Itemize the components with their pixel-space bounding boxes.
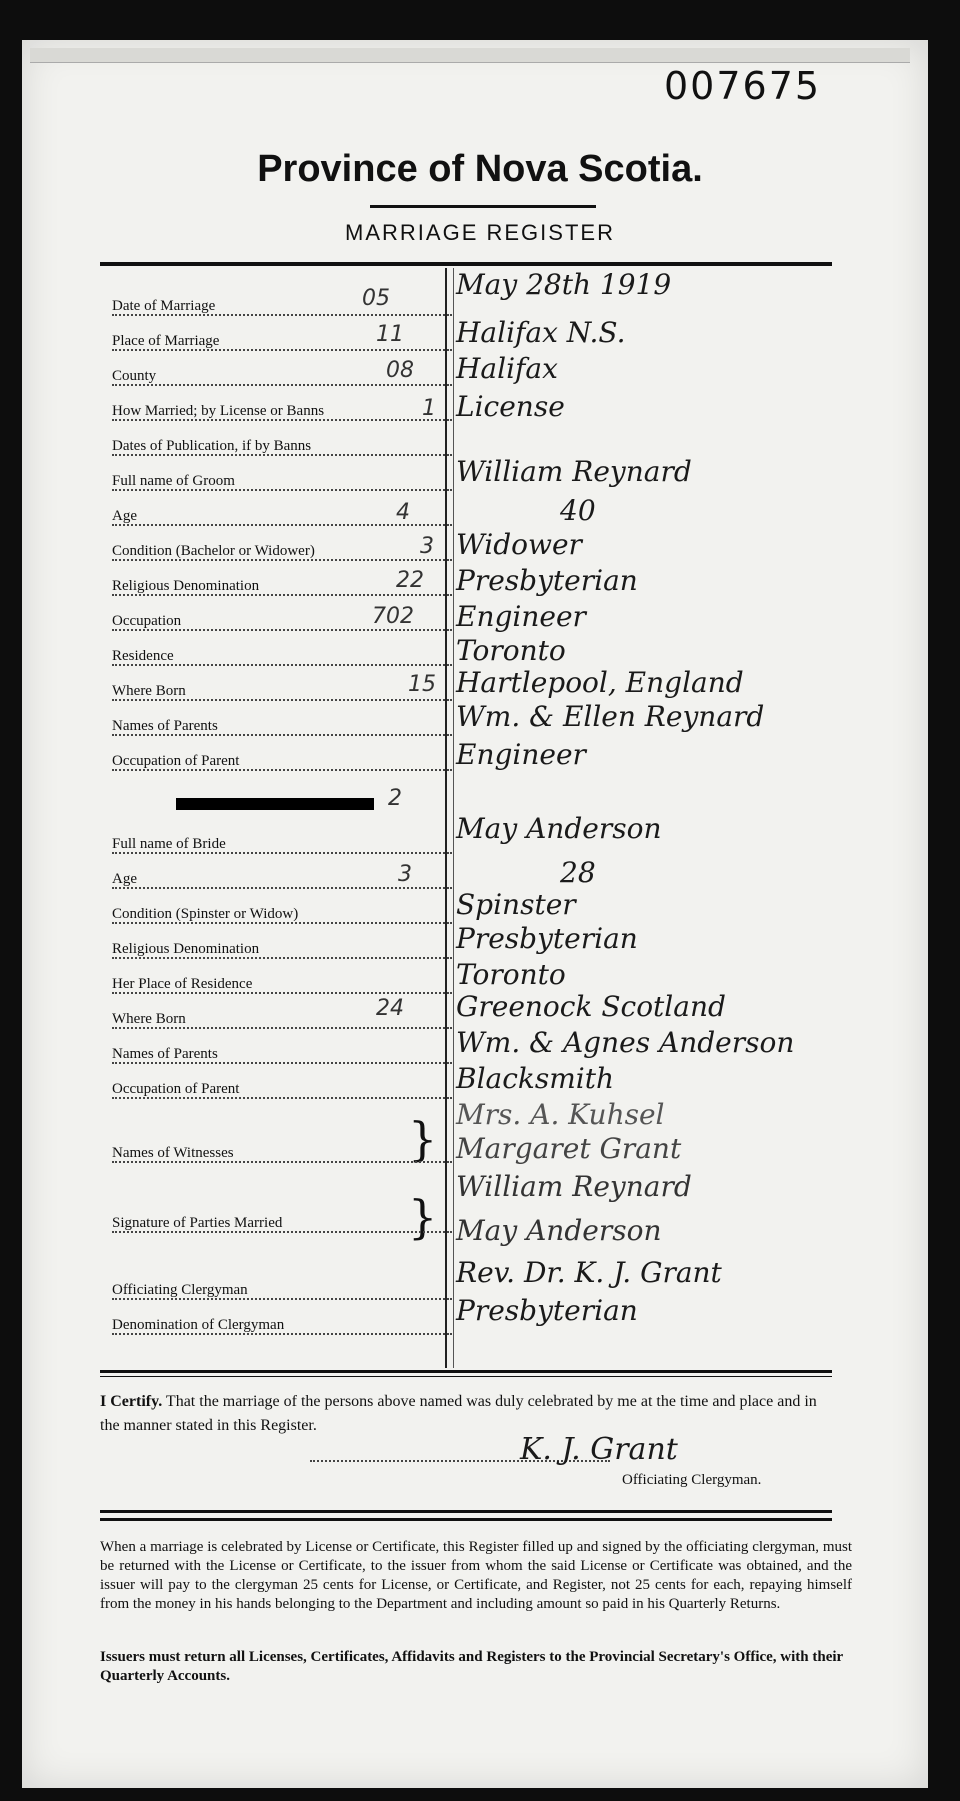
field-bride-condition: Condition (Spinster or Widow) xyxy=(112,906,452,928)
witness-brace: } xyxy=(408,1112,438,1166)
field-date-of-marriage: Date of Marriage xyxy=(112,298,452,320)
field-clergy-denomination: Denomination of Clergyman xyxy=(112,1317,452,1339)
field-bride-name: Full name of Bride xyxy=(112,836,452,858)
field-bride-age: Age xyxy=(112,871,452,893)
value-groom-parents: Wm. & Ellen Reynard xyxy=(456,700,765,733)
value-groom-birthplace: Hartlepool, England xyxy=(456,666,744,699)
title-rule xyxy=(370,205,596,208)
value-signature-groom: William Reynard xyxy=(456,1170,692,1203)
value-witness-2: Margaret Grant xyxy=(456,1132,682,1165)
field-bride-birthplace: Where Born xyxy=(112,1011,452,1033)
field-place-of-marriage: Place of Marriage xyxy=(112,333,452,355)
value-county: Halifax xyxy=(456,352,558,385)
value-bride-condition: Spinster xyxy=(456,888,576,921)
value-witness-1: Mrs. A. Kuhsel xyxy=(456,1098,665,1131)
column-divider xyxy=(445,268,447,1368)
value-bride-birthplace: Greenock Scotland xyxy=(456,990,726,1023)
value-groom-residence: Toronto xyxy=(456,634,566,667)
value-bride-name: May Anderson xyxy=(456,812,662,845)
code-groom-birthplace: 15 xyxy=(408,672,436,697)
notice-rule-2 xyxy=(100,1518,832,1521)
value-groom-religion: Presbyterian xyxy=(456,564,638,597)
signature-caption: Officiating Clergyman. xyxy=(622,1472,762,1488)
code-date: 05 xyxy=(362,286,390,311)
value-date-of-marriage: May 28th 1919 xyxy=(456,268,672,301)
field-officiating-clergyman: Officiating Clergyman xyxy=(112,1282,452,1304)
code-groom-occupation: 702 xyxy=(372,604,414,629)
field-groom-condition: Condition (Bachelor or Widower) xyxy=(112,543,452,565)
signature-brace: } xyxy=(408,1190,438,1244)
value-signature-bride: May Anderson xyxy=(456,1214,662,1247)
field-dates-of-publication: Dates of Publication, if by Banns xyxy=(112,438,452,460)
redaction-bar xyxy=(176,798,374,810)
value-bride-age: 28 xyxy=(560,856,596,889)
notice-rule xyxy=(100,1510,832,1513)
code-groom-religion: 22 xyxy=(396,568,424,593)
field-county: County xyxy=(112,368,452,390)
certify-rule-thin xyxy=(100,1376,832,1377)
field-groom-residence: Residence xyxy=(112,648,452,670)
field-bride-parents: Names of Parents xyxy=(112,1046,452,1068)
certification-text xyxy=(100,1390,840,1438)
value-groom-name: William Reynard xyxy=(456,455,692,488)
code-bride-section: 2 xyxy=(388,786,402,811)
document-number: 007675 xyxy=(664,64,822,108)
header-rule xyxy=(100,262,832,266)
page-subtitle: MARRIAGE REGISTER xyxy=(345,220,615,245)
value-bride-parents: Wm. & Agnes Anderson xyxy=(456,1026,795,1059)
value-groom-parent-occupation: Engineer xyxy=(456,738,586,771)
value-officiating-clergyman: Rev. Dr. K. J. Grant xyxy=(456,1256,722,1289)
paper-fold xyxy=(30,48,910,63)
value-groom-condition: Widower xyxy=(456,528,582,561)
code-how-married: 1 xyxy=(422,396,436,421)
code-place: 11 xyxy=(376,322,404,347)
field-signatures: Signature of Parties Married xyxy=(112,1215,452,1237)
certify-lead: I Certify. xyxy=(100,1393,163,1410)
field-groom-occupation: Occupation xyxy=(112,613,452,635)
value-bride-parent-occupation: Blacksmith xyxy=(456,1062,615,1095)
field-groom-parent-occupation: Occupation of Parent xyxy=(112,753,452,775)
field-witnesses: Names of Witnesses xyxy=(112,1145,452,1167)
notice-return-paragraph: Issuers must return all Licenses, Certificates, Affidavits and Registers to the Provincial Secretary's Office, with their Quarterly Accounts. xyxy=(100,1649,843,1684)
page-title: Province of Nova Scotia. xyxy=(257,148,703,190)
certify-rule xyxy=(100,1370,832,1373)
code-bride-birthplace: 24 xyxy=(376,996,404,1021)
code-groom-condition: 3 xyxy=(420,534,434,559)
field-groom-birthplace: Where Born xyxy=(112,683,452,705)
notice-paragraph: When a marriage is celebrated by License or Certificate, this Register filled up and signed by the officiating clergyman, must be returned with the License or Certificate, to the issuer from whom the said License or Certificate was obtained, and the issuer will pay to the clergyman 25 cents for License, or Certificate, and Register, not 25 cents for each, repaying himself from the money in his hands belonging to the Department and including amount so paid in his Quarterly Returns. xyxy=(100,1539,852,1612)
code-county: 08 xyxy=(386,358,414,383)
column-divider-secondary xyxy=(453,268,454,1368)
field-groom-religion: Religious Denomination xyxy=(112,578,452,600)
field-bride-residence: Her Place of Residence xyxy=(112,976,452,998)
value-place-of-marriage: Halifax N.S. xyxy=(456,316,626,349)
certify-body: That the marriage of the persons above named was duly celebrated by me at the time and place and in the manner stated in this Register. xyxy=(100,1393,817,1434)
value-bride-residence: Toronto xyxy=(456,958,566,991)
value-groom-age: 40 xyxy=(560,494,596,527)
field-bride-parent-occupation: Occupation of Parent xyxy=(112,1081,452,1103)
value-clergy-denomination: Presbyterian xyxy=(456,1294,638,1327)
value-groom-occupation: Engineer xyxy=(456,600,586,633)
code-bride-age: 3 xyxy=(398,862,412,887)
field-groom-age: Age xyxy=(112,508,452,530)
value-how-married: License xyxy=(456,390,565,423)
clergyman-signature: K. J. Grant xyxy=(520,1432,678,1467)
field-groom-name: Full name of Groom xyxy=(112,473,452,495)
value-bride-religion: Presbyterian xyxy=(456,922,638,955)
field-groom-parents: Names of Parents xyxy=(112,718,452,740)
field-how-married: How Married; by License or Banns xyxy=(112,403,452,425)
field-bride-religion: Religious Denomination xyxy=(112,941,452,963)
code-groom-age: 4 xyxy=(396,500,410,525)
